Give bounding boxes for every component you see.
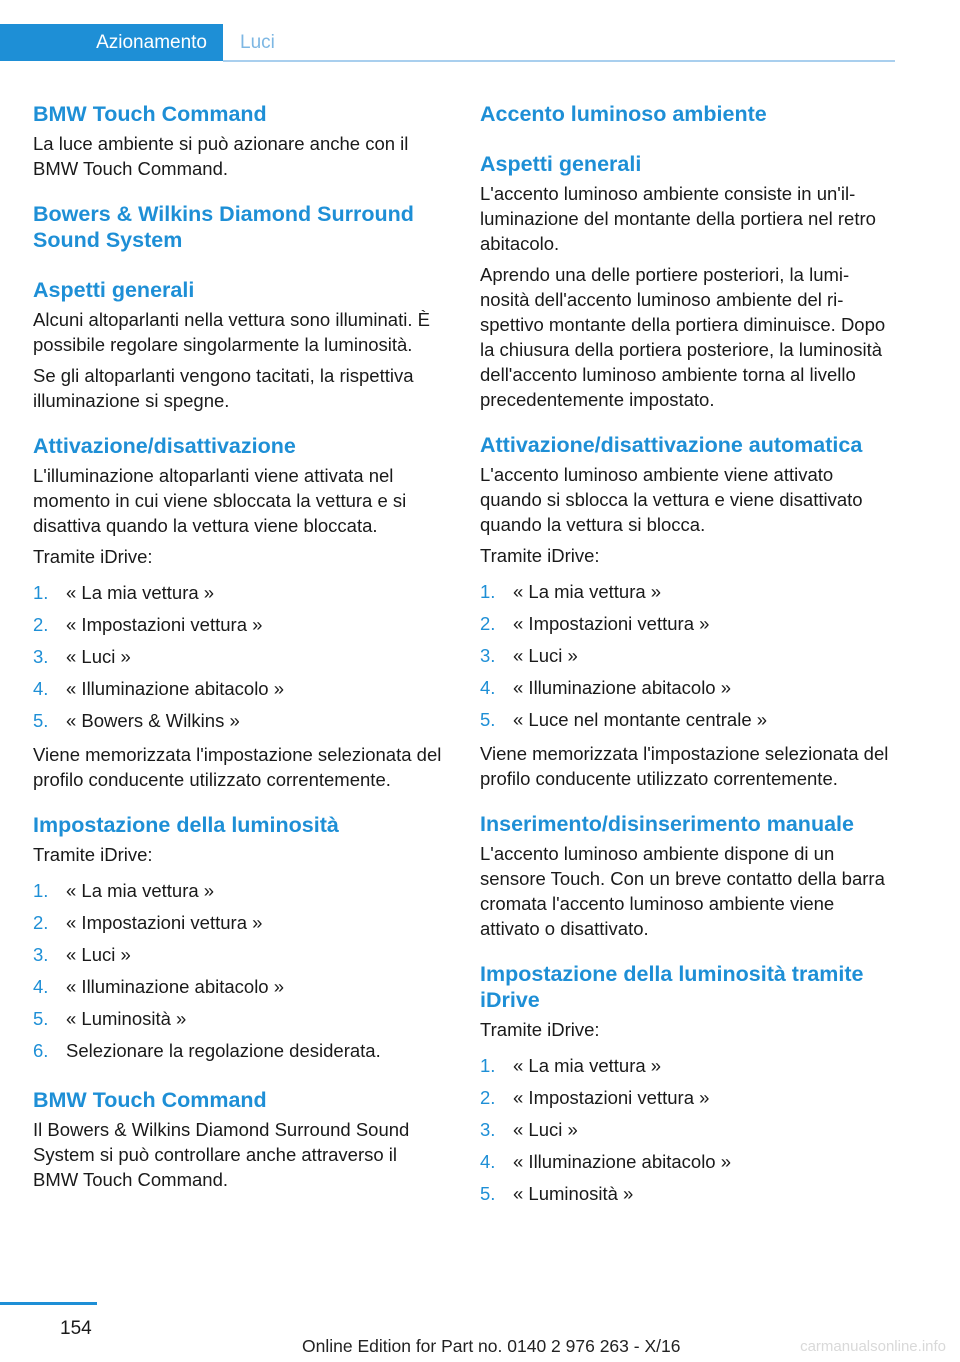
paragraph-general-2: Aprendo una delle portiere posteriori, la luminosità dell'accento luminoso ambiente del rispettivo montante della portiera diminuisce. Dopo la chiusura della portiera posteriore, la luminosità dell'accento luminoso ambiente torna al livello precedentemente impostato. xyxy=(480,264,886,410)
list-number: 4. xyxy=(480,677,496,698)
list-text: Selezionare la regolazione desiderata. xyxy=(66,1040,381,1061)
header-divider xyxy=(223,60,895,62)
page-header xyxy=(0,0,895,62)
heading-general: Aspetti generali xyxy=(33,278,195,302)
paragraph-touch-command: La luce ambiente si può azionare anche con il BMW Touch Command. xyxy=(33,133,409,179)
list-text: « Luminosità » xyxy=(513,1183,634,1204)
list-number: 1. xyxy=(480,581,496,602)
list-text: « Impostazioni vettura » xyxy=(513,1087,710,1108)
paragraph-general-1: L'accento luminoso ambiente consiste in un'illuminazione del montante della portiera nel retro abitacolo. xyxy=(480,183,876,254)
heading-general: Aspetti generali xyxy=(480,152,642,176)
list-text: « Impostazioni vettura » xyxy=(66,912,263,933)
list-item xyxy=(33,1035,445,1067)
list-number: 3. xyxy=(480,645,496,666)
list-number: 2. xyxy=(480,613,496,634)
list-number: 6. xyxy=(33,1040,49,1061)
list-item xyxy=(480,1146,892,1178)
section-tab-azionamento: Azionamento xyxy=(0,24,223,61)
list-text: « Illuminazione abitacolo » xyxy=(513,1151,732,1172)
list-number: 4. xyxy=(480,1151,496,1172)
list-text: « Luci » xyxy=(66,944,131,965)
list-item xyxy=(480,704,892,736)
left-column xyxy=(33,101,445,1198)
paragraph-manual-activation: L'accento luminoso ambiente dispone di un sensore Touch. Con un breve contatto della barra cromata l'accento luminoso ambiente viene attivato o disattivato. xyxy=(480,843,885,939)
list-text: « Bowers & Wilkins » xyxy=(66,710,240,731)
idrive-steps-list xyxy=(480,576,892,736)
paragraph-memorized: Viene memorizzata l'impostazione selezionata del profilo conducente utilizzato correntemente. xyxy=(480,743,889,789)
list-item xyxy=(33,641,445,673)
footer-divider xyxy=(0,1302,97,1305)
watermark: carmanualsonline.info xyxy=(800,1338,946,1355)
heading-ambient-accent: Accento luminoso ambiente xyxy=(480,102,767,126)
list-item xyxy=(33,875,445,907)
heading-manual-activation: Inserimento/disinserimento manuale xyxy=(480,812,854,836)
list-number: 2. xyxy=(480,1087,496,1108)
paragraph-activation: L'illuminazione altoparlanti viene attivata nel momento in cui viene sbloccata la vettura e si disattiva quando la vettura viene bloccata. xyxy=(33,465,407,536)
list-number: 5. xyxy=(33,1008,49,1029)
heading-auto-activation: Attivazione/disattivazione automatica xyxy=(480,433,863,457)
list-item xyxy=(33,673,445,705)
paragraph-idrive: Tramite iDrive: xyxy=(33,844,153,865)
right-column xyxy=(480,101,892,1215)
list-text: « Luci » xyxy=(66,646,131,667)
list-number: 2. xyxy=(33,912,49,933)
list-item xyxy=(480,608,892,640)
list-text: « La mia vettura » xyxy=(513,581,662,602)
list-number: 1. xyxy=(33,880,49,901)
list-item xyxy=(480,1082,892,1114)
list-number: 4. xyxy=(33,976,49,997)
paragraph-idrive: Tramite iDrive: xyxy=(480,545,600,566)
paragraph-general-2: Se gli altoparlanti vengono tacitati, la rispettiva illuminazione si spegne. xyxy=(33,365,414,411)
list-item xyxy=(33,939,445,971)
list-item xyxy=(33,971,445,1003)
paragraph-general-1: Alcuni altoparlanti nella vettura sono illuminati. È possibile regolare singolarmente la luminosità. xyxy=(33,309,430,355)
heading-brightness: Impostazione della luminosità xyxy=(33,813,339,837)
list-item xyxy=(33,705,445,737)
paragraph-memorized: Viene memorizzata l'impostazione selezionata del profilo conducente utilizzato correntemente. xyxy=(33,744,442,790)
heading-bowers-wilkins: Bowers & Wilkins Diamond Surround Sound System xyxy=(33,202,414,252)
paragraph-idrive: Tramite iDrive: xyxy=(33,546,153,567)
list-item xyxy=(480,1114,892,1146)
list-item xyxy=(480,640,892,672)
list-item xyxy=(480,672,892,704)
heading-brightness: Impostazione della luminosità tramite iDrive xyxy=(480,962,864,1012)
list-number: 5. xyxy=(33,710,49,731)
section-tab-luci: Luci xyxy=(240,32,275,53)
list-number: 3. xyxy=(33,944,49,965)
list-text: « Illuminazione abitacolo » xyxy=(513,677,732,698)
list-item xyxy=(480,1178,892,1210)
heading-touch-command: BMW Touch Command xyxy=(33,102,267,126)
list-text: « Impostazioni vettura » xyxy=(66,614,263,635)
paragraph-idrive: Tramite iDrive: xyxy=(480,1019,600,1040)
idrive-steps-list xyxy=(480,1050,892,1210)
list-item xyxy=(33,609,445,641)
list-number: 3. xyxy=(33,646,49,667)
list-text: « La mia vettura » xyxy=(66,582,215,603)
paragraph-auto-activation: L'accento luminoso ambiente viene attivato quando si sblocca la vettura e viene disattivato quando la vettura si blocca. xyxy=(480,464,863,535)
list-number: 1. xyxy=(33,582,49,603)
list-number: 1. xyxy=(480,1055,496,1076)
paragraph-touch-command-2: Il Bowers & Wilkins Diamond Surround Sound System si può controllare anche attraverso il BMW Touch Command. xyxy=(33,1119,410,1190)
list-number: 5. xyxy=(480,709,496,730)
page-number: 154 xyxy=(60,1318,92,1339)
list-number: 4. xyxy=(33,678,49,699)
list-item xyxy=(480,576,892,608)
list-item xyxy=(33,907,445,939)
list-text: « Luminosità » xyxy=(66,1008,187,1029)
list-text: « Illuminazione abitacolo » xyxy=(66,678,285,699)
online-edition-note: Online Edition for Part no. 0140 2 976 263 - X/16 xyxy=(302,1336,681,1356)
list-text: « Illuminazione abitacolo » xyxy=(66,976,285,997)
list-item xyxy=(480,1050,892,1082)
idrive-steps-list xyxy=(33,875,445,1067)
list-number: 5. xyxy=(480,1183,496,1204)
heading-activation: Attivazione/disattivazione xyxy=(33,434,296,458)
list-text: « La mia vettura » xyxy=(513,1055,662,1076)
idrive-steps-list xyxy=(33,577,445,737)
list-item xyxy=(33,1003,445,1035)
list-number: 2. xyxy=(33,614,49,635)
list-number: 3. xyxy=(480,1119,496,1140)
list-text: « La mia vettura » xyxy=(66,880,215,901)
list-text: « Luce nel montante centrale » xyxy=(513,709,768,730)
list-item xyxy=(33,577,445,609)
heading-touch-command-2: BMW Touch Command xyxy=(33,1088,267,1112)
list-text: « Impostazioni vettura » xyxy=(513,613,710,634)
list-text: « Luci » xyxy=(513,645,578,666)
list-text: « Luci » xyxy=(513,1119,578,1140)
